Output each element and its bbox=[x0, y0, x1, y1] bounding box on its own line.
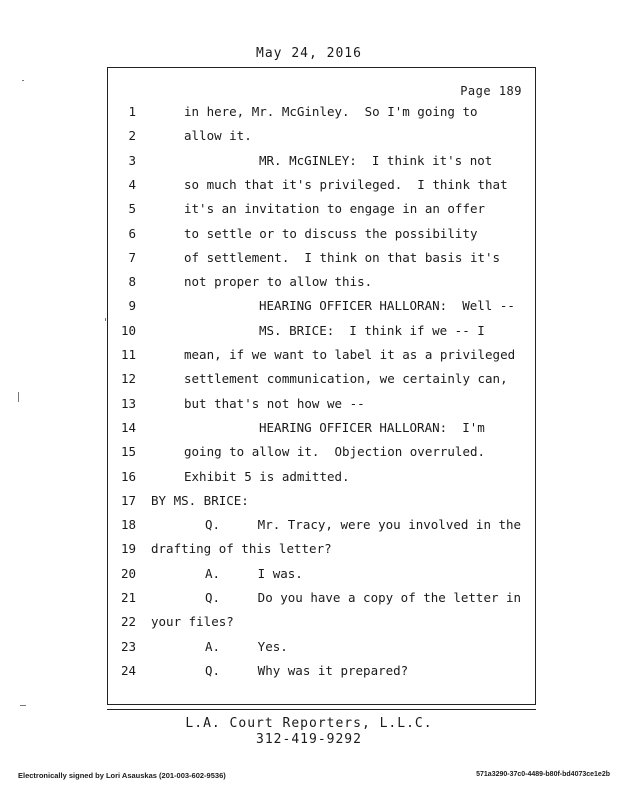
line-text: drafting of this letter? bbox=[151, 541, 332, 557]
scan-speck bbox=[18, 392, 19, 402]
scan-speck bbox=[20, 705, 26, 706]
line-number: 4 bbox=[128, 176, 136, 192]
line-text: MS. BRICE: I think if we -- I bbox=[259, 322, 485, 338]
transcript-line bbox=[0, 469, 618, 489]
line-number: 24 bbox=[120, 662, 136, 678]
line-number: 6 bbox=[128, 225, 136, 241]
transcript-line bbox=[0, 639, 618, 659]
line-number: 22 bbox=[120, 614, 136, 630]
transcript-line bbox=[0, 104, 618, 124]
line-text: BY MS. BRICE: bbox=[151, 492, 249, 508]
line-text: going to allow it. Objection overruled. bbox=[184, 444, 486, 460]
line-number: 16 bbox=[120, 468, 136, 484]
line-text: to settle or to discuss the possibility bbox=[184, 225, 478, 241]
line-text: so much that it's privileged. I think that bbox=[184, 176, 508, 192]
scan-speck bbox=[105, 318, 106, 321]
line-text: allow it. bbox=[184, 128, 252, 144]
transcript-line bbox=[0, 663, 618, 683]
line-text: A. Yes. bbox=[205, 638, 288, 654]
line-number: 7 bbox=[128, 249, 136, 265]
transcript-line bbox=[0, 298, 618, 318]
page-number: Page 189 bbox=[460, 84, 522, 98]
line-number: 13 bbox=[120, 395, 136, 411]
line-text: Q. Why was it prepared? bbox=[205, 662, 409, 678]
transcript-line bbox=[0, 420, 618, 440]
line-number: 1 bbox=[128, 104, 136, 119]
transcript-date: May 24, 2016 bbox=[256, 46, 362, 61]
line-number: 8 bbox=[128, 274, 136, 290]
transcript-line bbox=[0, 226, 618, 246]
line-number: 12 bbox=[120, 371, 136, 387]
line-text: Q. Do you have a copy of the letter in bbox=[205, 590, 522, 605]
reporter-company: L.A. Court Reporters, L.L.C. bbox=[185, 716, 433, 731]
line-text: your files? bbox=[151, 614, 234, 630]
line-text: HEARING OFFICER HALLORAN: I'm bbox=[259, 419, 485, 435]
transcript-line bbox=[0, 517, 618, 537]
line-number: 2 bbox=[128, 128, 136, 144]
transcript-line bbox=[0, 153, 618, 173]
scan-speck bbox=[22, 80, 24, 81]
line-number: 21 bbox=[120, 590, 136, 605]
transcript-line bbox=[0, 444, 618, 464]
transcript-line bbox=[0, 323, 618, 343]
line-number: 20 bbox=[120, 565, 136, 581]
line-text: of settlement. I think on that basis it's bbox=[184, 249, 501, 265]
line-text: it's an invitation to engage in an offer bbox=[184, 201, 486, 217]
transcript-line bbox=[0, 541, 618, 561]
line-text: A. I was. bbox=[205, 565, 303, 581]
line-number: 9 bbox=[128, 298, 136, 314]
frame-bottom-rule bbox=[107, 709, 536, 710]
transcript-line bbox=[0, 396, 618, 416]
line-text: HEARING OFFICER HALLORAN: Well -- bbox=[259, 298, 515, 314]
transcript-line bbox=[0, 347, 618, 367]
transcript-line bbox=[0, 274, 618, 294]
line-number: 5 bbox=[128, 201, 136, 217]
transcript-line bbox=[0, 493, 618, 513]
line-number: 17 bbox=[120, 492, 136, 508]
transcript-line bbox=[0, 177, 618, 197]
transcript-line bbox=[0, 250, 618, 270]
transcript-line bbox=[0, 371, 618, 391]
line-number: 19 bbox=[120, 541, 136, 557]
transcript-line bbox=[0, 128, 618, 148]
transcript-line bbox=[0, 614, 618, 634]
line-text: MR. McGINLEY: I think it's not bbox=[259, 152, 493, 168]
reporter-phone: 312-419-9292 bbox=[256, 732, 362, 747]
line-text: but that's not how we -- bbox=[184, 395, 365, 411]
line-text: Q. Mr. Tracy, were you involved in the bbox=[205, 517, 522, 533]
line-number: 15 bbox=[120, 444, 136, 460]
transcript-line bbox=[0, 201, 618, 221]
transcript-line bbox=[0, 566, 618, 586]
electronic-signature: Electronically signed by Lori Asauskas (201-003-602-9536) bbox=[18, 771, 226, 780]
line-number: 18 bbox=[120, 517, 136, 533]
line-text: Exhibit 5 is admitted. bbox=[184, 468, 350, 484]
line-text: not proper to allow this. bbox=[184, 274, 373, 290]
line-text: in here, Mr. McGinley. So I'm going to bbox=[184, 104, 478, 119]
line-text: settlement communication, we certainly can, bbox=[184, 371, 508, 387]
line-number: 11 bbox=[120, 347, 136, 362]
line-number: 10 bbox=[120, 322, 136, 338]
line-number: 14 bbox=[120, 419, 136, 435]
line-number: 23 bbox=[120, 638, 136, 654]
document-hash: 571a3290-37c0-4489-b80f-bd4073ce1e2b bbox=[476, 771, 610, 778]
line-number: 3 bbox=[128, 152, 136, 168]
line-text: mean, if we want to label it as a privileged bbox=[184, 347, 516, 362]
transcript-line bbox=[0, 590, 618, 610]
